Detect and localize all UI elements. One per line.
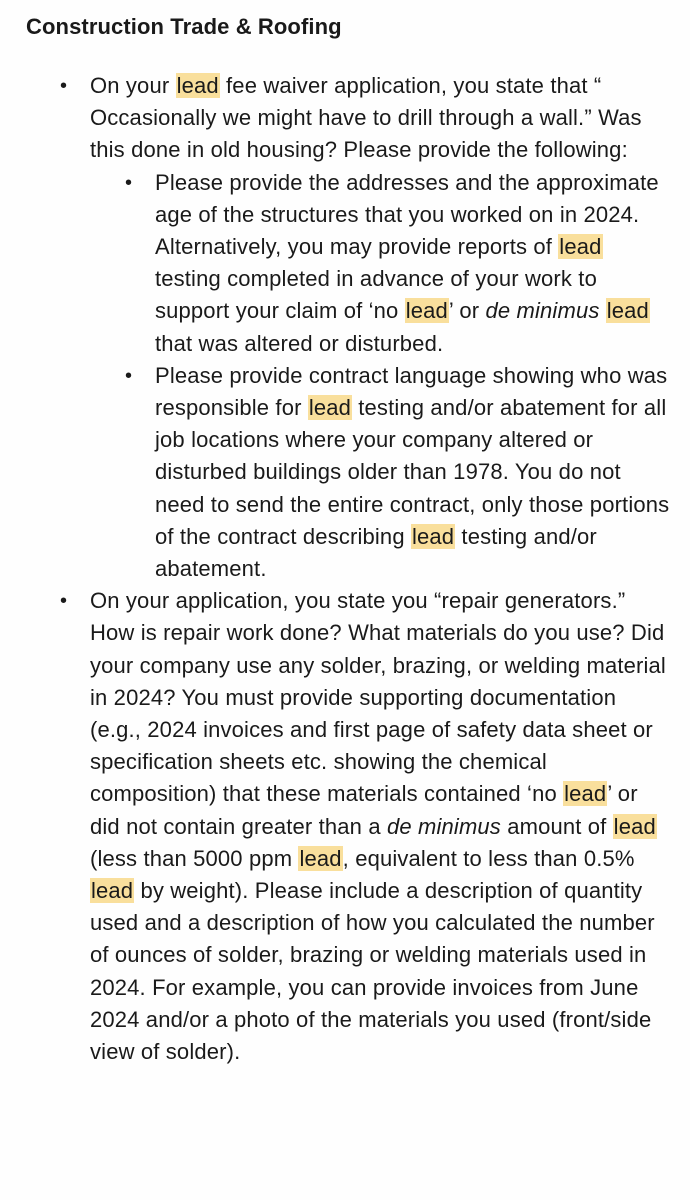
highlighted-term: lead — [299, 845, 342, 871]
highlighted-term: lead — [411, 523, 455, 549]
text-run: Please provide contract language showing who was responsible for — [155, 362, 668, 421]
italic-term: de minimus — [386, 813, 501, 839]
text-run: Please provide the addresses and the approximate age of the structures that you worked on in 2024. Alternatively, you may provide reports of — [155, 169, 659, 260]
text-run: amount of — [500, 813, 613, 839]
text-run: that was altered or disturbed. — [155, 330, 444, 356]
highlighted-term: lead — [176, 73, 219, 98]
question-list — [0, 70, 690, 1068]
text-run: (less than 5000 ppm — [90, 845, 299, 871]
highlighted-term: lead — [91, 878, 134, 904]
list-item-drilling-question — [90, 70, 670, 585]
text-run: by weight). Please include a description of quantity used and a description of how you calculated the number of ounces of solder, brazing or welding materials used in 2024. For example, you can provide invoices from June 2024 and/or a photo of the materials you used (front/side view of solder). — [90, 878, 655, 1065]
italic-term: de minimus — [485, 298, 600, 324]
text-run: testing and/or abatement. — [155, 523, 597, 582]
text-run: testing completed in advance of your work to support your claim of ‘no — [155, 266, 597, 324]
text-run: ’ or did not contain greater than a — [90, 781, 638, 839]
highlighted-term: lead — [559, 234, 602, 260]
highlighted-term: lead — [564, 781, 607, 807]
highlighted-term: lead — [308, 395, 352, 421]
section-heading: Construction Trade & Roofing — [26, 14, 342, 39]
text-run: fee waiver application, you state that “ Occasionally we might have to drill through a wall.” Was this done in old housing? Please provide the following: — [90, 73, 642, 163]
text-run: testing and/or abatement for all job locations where your company altered or disturbed buildings older than 1978. You do not need to send the entire contract, only those portions of the contract describing — [155, 395, 670, 549]
text-run: On your application, you state you “repair generators.” How is repair work done? What materials do you use? Did your company use any solder, brazing, or welding material in 2024? You must provide supporting documentation (e.g., 2024 invoices and first page of safety data sheet or specification sheets etc. showing the chemical composition) that these materials contained ‘no — [90, 588, 666, 807]
list-item-generator-repair-question — [90, 585, 670, 1068]
text-run — [599, 298, 605, 323]
highlighted-term: lead — [613, 813, 656, 839]
text-run: On your — [90, 73, 176, 98]
highlighted-term: lead — [405, 298, 448, 324]
text-run: ’ or — [448, 298, 486, 324]
sub-list — [90, 167, 670, 586]
sub-item-addresses-request — [155, 167, 670, 360]
text-run: , equivalent to less than 0.5% — [342, 845, 635, 871]
sub-item-contract-language — [155, 360, 670, 585]
highlighted-term: lead — [606, 298, 649, 324]
